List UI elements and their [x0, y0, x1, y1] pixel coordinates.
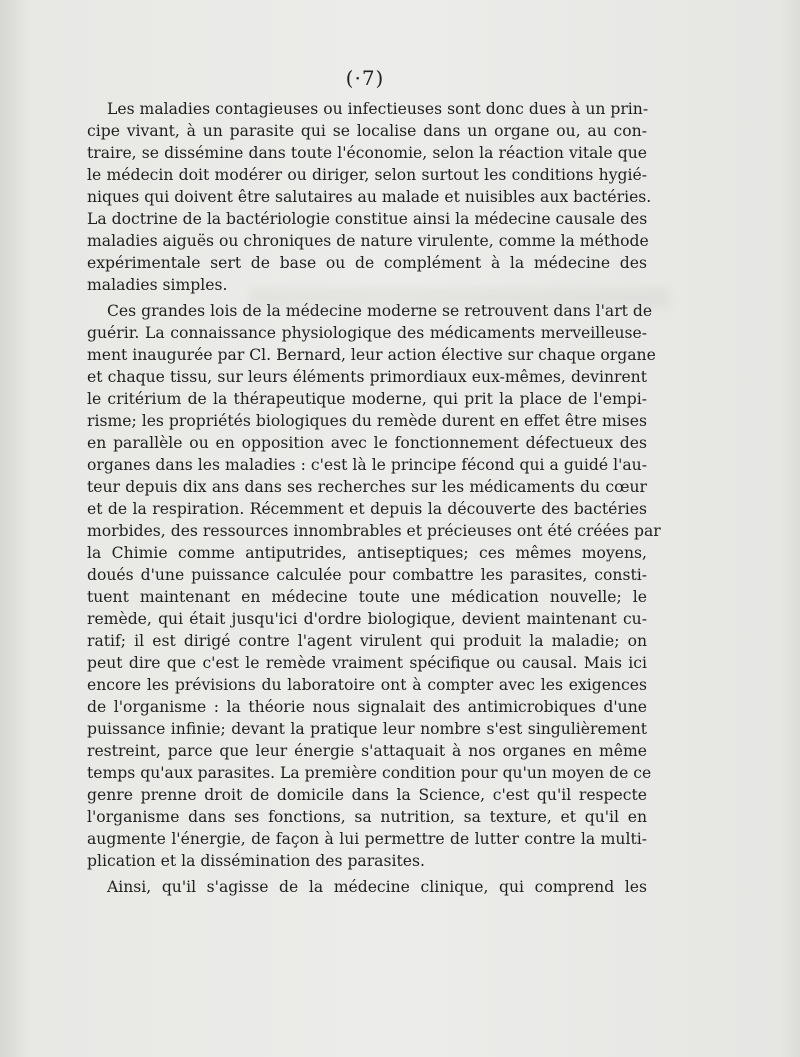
- paragraph-2: [87, 300, 661, 872]
- text-line: de l'organisme : la théorie nous signalait des antimicrobiques d'une: [87, 698, 647, 716]
- text-line: remède, qui était jusqu'ici d'ordre biologique, devient maintenant cu-: [87, 610, 647, 628]
- text-line: la Chimie comme antiputrides, antiseptiques; ces mêmes moyens,: [87, 544, 647, 562]
- text-line: maladies aiguës ou chroniques de nature virulente, comme la méthode: [87, 232, 649, 250]
- text-line: le médecin doit modérer ou diriger, selon surtout les conditions hygié-: [87, 166, 647, 184]
- body-text: [87, 98, 661, 902]
- text-line: Ces grandes lois de la médecine moderne se retrouvent dans l'art de: [107, 302, 653, 320]
- text-line: plication et la dissémination des parasites.: [87, 852, 425, 870]
- text-line: doués d'une puissance calculée pour combattre les parasites, consti-: [87, 566, 647, 584]
- text-line: en parallèle ou en opposition avec le fonctionnement défectueux des: [87, 434, 647, 452]
- text-line: genre prenne droit de domicile dans la Science, c'est qu'il respecte: [87, 786, 647, 804]
- text-line: temps qu'aux parasites. La première condition pour qu'un moyen de ce: [87, 764, 652, 782]
- text-line: Ainsi, qu'il s'agisse de la médecine clinique, qui comprend les: [107, 878, 647, 896]
- text-line: traire, se dissémine dans toute l'économie, selon la réaction vitale que: [87, 144, 647, 162]
- paragraph-1: [87, 98, 652, 296]
- text-line: teur depuis dix ans dans ses recherches sur les médicaments du cœur: [87, 478, 647, 496]
- paragraph-3: [87, 876, 647, 898]
- text-line: niques qui doivent être salutaires au malade et nuisibles aux bactéries.: [87, 188, 652, 206]
- text-line: augmente l'énergie, de façon à lui permettre de lutter contre la multi-: [87, 830, 647, 848]
- text-line: et chaque tissu, sur leurs éléments primordiaux eux-mêmes, devinrent: [87, 368, 647, 386]
- text-line: restreint, parce que leur énergie s'attaquait à nos organes en même: [87, 742, 647, 760]
- text-line: maladies simples.: [87, 276, 228, 294]
- text-line: organes dans les maladies : c'est là le principe fécond qui a guidé l'au-: [87, 456, 647, 474]
- text-line: expérimentale sert de base ou de complément à la médecine des: [87, 254, 647, 272]
- text-line: cipe vivant, à un parasite qui se localise dans un organe ou, au con-: [87, 122, 647, 140]
- text-line: La doctrine de la bactériologie constitue ainsi la médecine causale des: [87, 210, 648, 228]
- text-line: encore les prévisions du laboratoire ont à compter avec les exigences: [87, 676, 647, 694]
- text-line: et de la respiration. Récemment et depuis la découverte des bactéries: [87, 500, 647, 518]
- text-line: risme; les propriétés biologiques du remède durent en effet être mises: [87, 412, 647, 430]
- text-line: tuent maintenant en médecine toute une médication nouvelle; le: [87, 588, 647, 606]
- text-line: ratif; il est dirigé contre l'agent virulent qui produit la maladie; on: [87, 632, 647, 650]
- text-line: le critérium de la thérapeutique moderne, qui prit la place de l'empi-: [87, 390, 647, 408]
- text-line: ment inaugurée par Cl. Bernard, leur action élective sur chaque organe: [87, 346, 656, 364]
- text-line: l'organisme dans ses fonctions, sa nutrition, sa texture, et qu'il en: [87, 808, 647, 826]
- text-line: peut dire que c'est le remède vraiment spécifique ou causal. Mais ici: [87, 654, 647, 672]
- text-line: Les maladies contagieuses ou infectieuses sont donc dues à un prin-: [107, 100, 649, 118]
- page-number: (·7): [345, 66, 385, 90]
- text-line: guérir. La connaissance physiologique des médicaments merveilleuse-: [87, 324, 647, 342]
- text-line: puissance infinie; devant la pratique leur nombre s'est singulièrement: [87, 720, 647, 738]
- text-line: morbides, des ressources innombrables et précieuses ont été créées par: [87, 522, 661, 540]
